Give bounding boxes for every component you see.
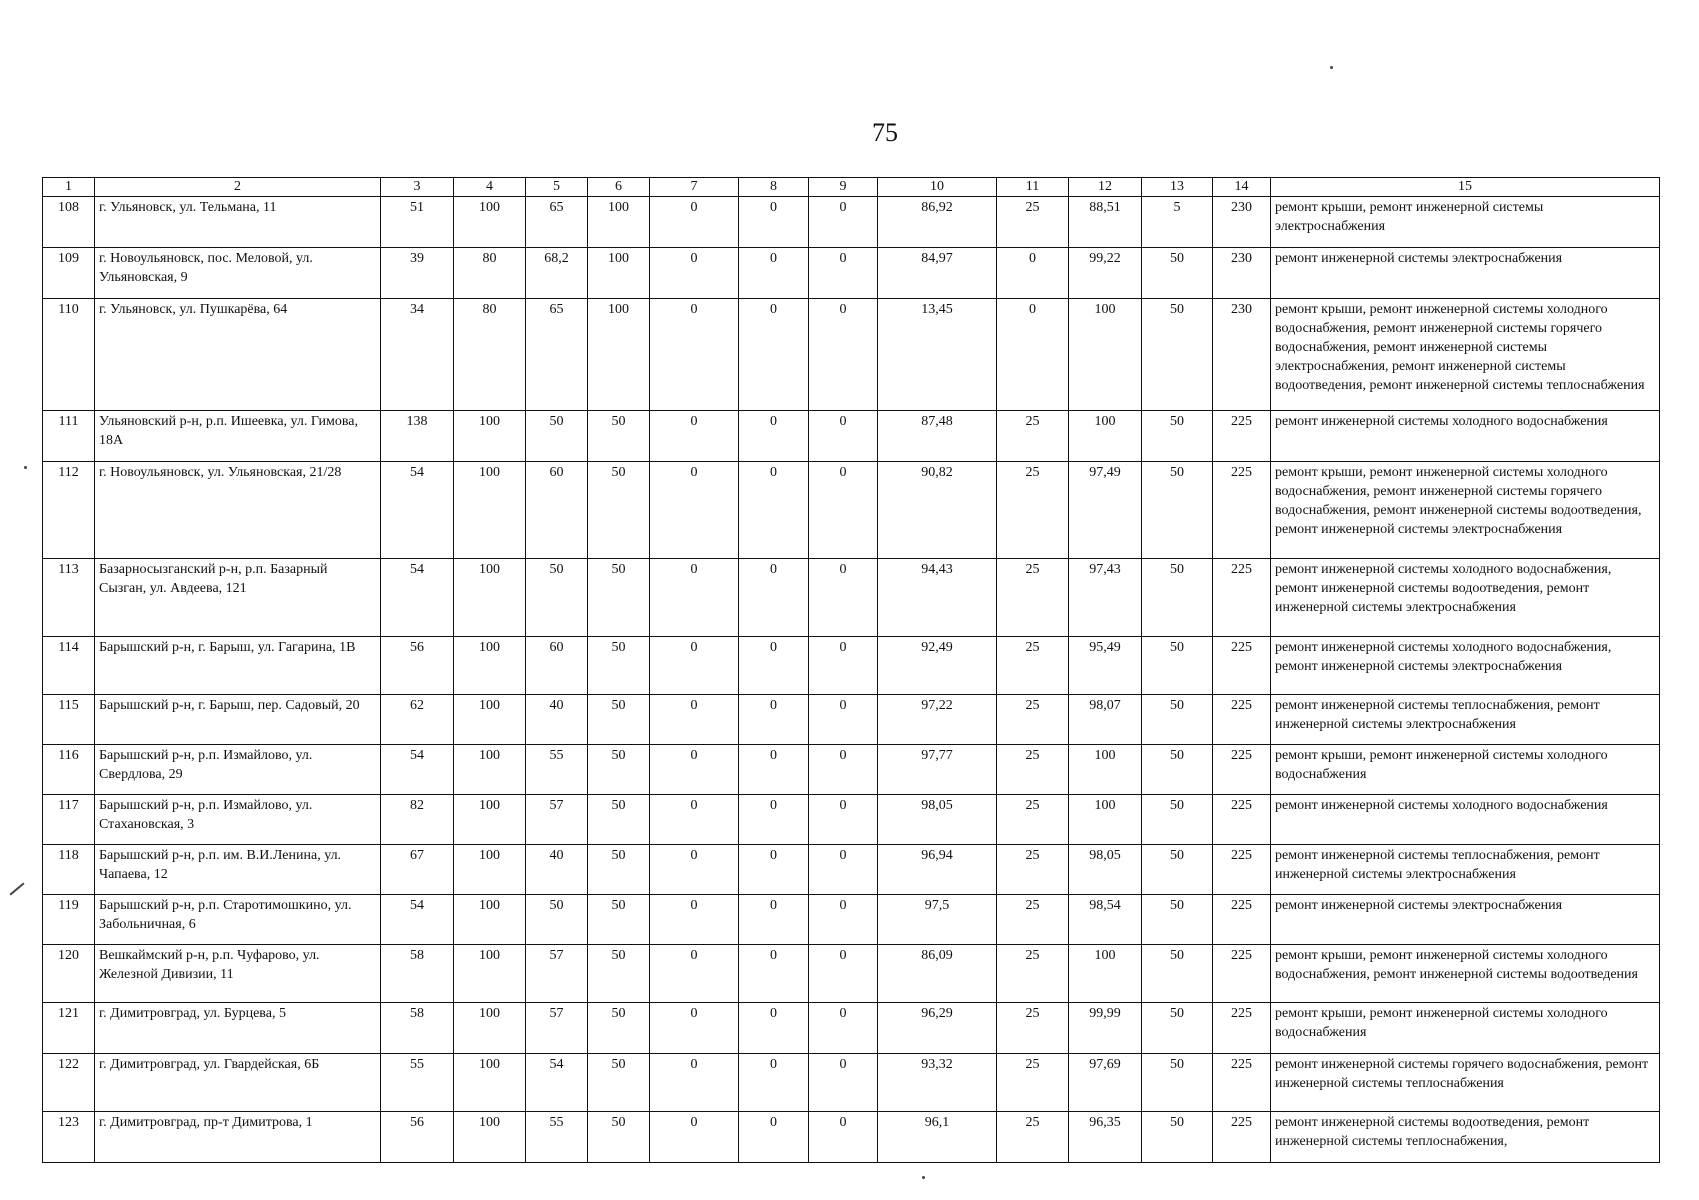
address-cell: г. Ульяновск, ул. Пушкарёва, 64 bbox=[95, 299, 381, 411]
value-cell: 25 bbox=[997, 559, 1069, 637]
value-cell: 0 bbox=[739, 411, 809, 462]
value-cell: 50 bbox=[1142, 637, 1213, 695]
value-cell: 97,77 bbox=[878, 745, 997, 795]
table-row bbox=[43, 197, 1660, 248]
value-cell: 225 bbox=[1213, 745, 1271, 795]
value-cell: 100 bbox=[588, 197, 650, 248]
table-row bbox=[43, 248, 1660, 299]
works-cell: ремонт крыши, ремонт инженерной системы электроснабжения bbox=[1271, 197, 1660, 248]
column-header-13: 13 bbox=[1142, 178, 1213, 197]
value-cell: 225 bbox=[1213, 895, 1271, 945]
value-cell: 100 bbox=[454, 745, 526, 795]
value-cell: 99,22 bbox=[1069, 248, 1142, 299]
value-cell: 50 bbox=[1142, 299, 1213, 411]
value-cell: 50 bbox=[588, 895, 650, 945]
value-cell: 0 bbox=[809, 637, 878, 695]
value-cell: 100 bbox=[454, 559, 526, 637]
row-number-cell: 119 bbox=[43, 895, 95, 945]
value-cell: 90,82 bbox=[878, 462, 997, 559]
value-cell: 100 bbox=[588, 248, 650, 299]
value-cell: 0 bbox=[650, 637, 739, 695]
value-cell: 25 bbox=[997, 745, 1069, 795]
row-number-cell: 120 bbox=[43, 945, 95, 1003]
value-cell: 0 bbox=[650, 248, 739, 299]
value-cell: 56 bbox=[381, 1112, 454, 1163]
works-cell: ремонт инженерной системы теплоснабжения, ремонт инженерной системы электроснабжения bbox=[1271, 845, 1660, 895]
works-cell: ремонт крыши, ремонт инженерной системы холодного водоснабжения, ремонт инженерной системы горячего водоснабжения, ремонт инженерной системы электроснабжения, ремонт инженерной системы водоотведения, ремонт инженерной системы теплоснабжения bbox=[1271, 299, 1660, 411]
scan-speck bbox=[1330, 66, 1333, 69]
value-cell: 87,48 bbox=[878, 411, 997, 462]
address-cell: г. Димитровград, ул. Гвардейская, 6Б bbox=[95, 1054, 381, 1112]
value-cell: 230 bbox=[1213, 197, 1271, 248]
value-cell: 96,94 bbox=[878, 845, 997, 895]
value-cell: 95,49 bbox=[1069, 637, 1142, 695]
value-cell: 50 bbox=[1142, 845, 1213, 895]
table-row bbox=[43, 795, 1660, 845]
column-header-1: 1 bbox=[43, 178, 95, 197]
row-number-cell: 114 bbox=[43, 637, 95, 695]
value-cell: 97,22 bbox=[878, 695, 997, 745]
row-number-cell: 121 bbox=[43, 1003, 95, 1054]
value-cell: 84,97 bbox=[878, 248, 997, 299]
value-cell: 100 bbox=[588, 299, 650, 411]
table-row bbox=[43, 845, 1660, 895]
value-cell: 0 bbox=[650, 462, 739, 559]
value-cell: 100 bbox=[454, 637, 526, 695]
value-cell: 0 bbox=[739, 462, 809, 559]
value-cell: 100 bbox=[454, 695, 526, 745]
address-cell: г. Новоульяновск, ул. Ульяновская, 21/28 bbox=[95, 462, 381, 559]
value-cell: 50 bbox=[526, 411, 588, 462]
value-cell: 50 bbox=[588, 845, 650, 895]
address-cell: Ульяновский р-н, р.п. Ишеевка, ул. Гимова, 18А bbox=[95, 411, 381, 462]
table-row bbox=[43, 695, 1660, 745]
value-cell: 50 bbox=[1142, 411, 1213, 462]
column-header-10: 10 bbox=[878, 178, 997, 197]
value-cell: 50 bbox=[1142, 462, 1213, 559]
value-cell: 100 bbox=[454, 845, 526, 895]
value-cell: 50 bbox=[588, 945, 650, 1003]
value-cell: 0 bbox=[997, 299, 1069, 411]
value-cell: 0 bbox=[809, 795, 878, 845]
value-cell: 0 bbox=[650, 695, 739, 745]
value-cell: 25 bbox=[997, 795, 1069, 845]
table-row bbox=[43, 945, 1660, 1003]
row-number-cell: 116 bbox=[43, 745, 95, 795]
value-cell: 0 bbox=[809, 695, 878, 745]
value-cell: 40 bbox=[526, 695, 588, 745]
value-cell: 225 bbox=[1213, 1054, 1271, 1112]
value-cell: 100 bbox=[1069, 795, 1142, 845]
table-row bbox=[43, 299, 1660, 411]
table-row bbox=[43, 637, 1660, 695]
value-cell: 100 bbox=[454, 197, 526, 248]
row-number-cell: 117 bbox=[43, 795, 95, 845]
column-header-8: 8 bbox=[739, 178, 809, 197]
column-header-9: 9 bbox=[809, 178, 878, 197]
value-cell: 98,54 bbox=[1069, 895, 1142, 945]
value-cell: 25 bbox=[997, 637, 1069, 695]
works-cell: ремонт инженерной системы холодного водоснабжения bbox=[1271, 411, 1660, 462]
value-cell: 230 bbox=[1213, 248, 1271, 299]
table-row bbox=[43, 411, 1660, 462]
value-cell: 225 bbox=[1213, 845, 1271, 895]
column-header-12: 12 bbox=[1069, 178, 1142, 197]
value-cell: 34 bbox=[381, 299, 454, 411]
value-cell: 58 bbox=[381, 945, 454, 1003]
address-cell: Вешкаймский р-н, р.п. Чуфарово, ул. Железной Дивизии, 11 bbox=[95, 945, 381, 1003]
value-cell: 0 bbox=[650, 559, 739, 637]
value-cell: 0 bbox=[809, 1003, 878, 1054]
value-cell: 50 bbox=[526, 895, 588, 945]
page-number: 75 bbox=[872, 118, 898, 147]
value-cell: 50 bbox=[1142, 745, 1213, 795]
value-cell: 82 bbox=[381, 795, 454, 845]
table-row bbox=[43, 1003, 1660, 1054]
value-cell: 0 bbox=[650, 895, 739, 945]
value-cell: 50 bbox=[588, 695, 650, 745]
value-cell: 96,35 bbox=[1069, 1112, 1142, 1163]
value-cell: 0 bbox=[809, 945, 878, 1003]
value-cell: 67 bbox=[381, 845, 454, 895]
value-cell: 80 bbox=[454, 248, 526, 299]
value-cell: 230 bbox=[1213, 299, 1271, 411]
value-cell: 0 bbox=[650, 299, 739, 411]
value-cell: 88,51 bbox=[1069, 197, 1142, 248]
address-cell: г. Ульяновск, ул. Тельмана, 11 bbox=[95, 197, 381, 248]
value-cell: 100 bbox=[1069, 945, 1142, 1003]
value-cell: 25 bbox=[997, 945, 1069, 1003]
address-cell: Барышский р-н, р.п. Измайлово, ул. Свердлова, 29 bbox=[95, 745, 381, 795]
value-cell: 0 bbox=[739, 695, 809, 745]
value-cell: 50 bbox=[1142, 248, 1213, 299]
value-cell: 0 bbox=[739, 1112, 809, 1163]
header-row bbox=[43, 178, 1660, 197]
table-body bbox=[43, 197, 1660, 1163]
value-cell: 99,99 bbox=[1069, 1003, 1142, 1054]
value-cell: 25 bbox=[997, 462, 1069, 559]
column-header-7: 7 bbox=[650, 178, 739, 197]
row-number-cell: 118 bbox=[43, 845, 95, 895]
value-cell: 54 bbox=[526, 1054, 588, 1112]
value-cell: 0 bbox=[739, 1003, 809, 1054]
works-cell: ремонт инженерной системы водоотведения, ремонт инженерной системы теплоснабжения, bbox=[1271, 1112, 1660, 1163]
value-cell: 96,1 bbox=[878, 1112, 997, 1163]
address-cell: г. Димитровград, ул. Бурцева, 5 bbox=[95, 1003, 381, 1054]
works-cell: ремонт инженерной системы теплоснабжения, ремонт инженерной системы электроснабжения bbox=[1271, 695, 1660, 745]
table-row bbox=[43, 745, 1660, 795]
value-cell: 25 bbox=[997, 1054, 1069, 1112]
value-cell: 0 bbox=[739, 895, 809, 945]
column-header-5: 5 bbox=[526, 178, 588, 197]
value-cell: 13,45 bbox=[878, 299, 997, 411]
address-cell: Барышский р-н, р.п. Измайлово, ул. Стахановская, 3 bbox=[95, 795, 381, 845]
value-cell: 0 bbox=[650, 411, 739, 462]
value-cell: 225 bbox=[1213, 945, 1271, 1003]
value-cell: 100 bbox=[454, 945, 526, 1003]
value-cell: 0 bbox=[809, 299, 878, 411]
value-cell: 25 bbox=[997, 1003, 1069, 1054]
table-row bbox=[43, 462, 1660, 559]
row-number-cell: 122 bbox=[43, 1054, 95, 1112]
column-header-11: 11 bbox=[997, 178, 1069, 197]
value-cell: 25 bbox=[997, 845, 1069, 895]
value-cell: 98,07 bbox=[1069, 695, 1142, 745]
value-cell: 60 bbox=[526, 462, 588, 559]
value-cell: 0 bbox=[650, 795, 739, 845]
value-cell: 98,05 bbox=[878, 795, 997, 845]
value-cell: 25 bbox=[997, 1112, 1069, 1163]
column-header-2: 2 bbox=[95, 178, 381, 197]
value-cell: 100 bbox=[454, 411, 526, 462]
value-cell: 100 bbox=[454, 462, 526, 559]
value-cell: 225 bbox=[1213, 695, 1271, 745]
value-cell: 94,43 bbox=[878, 559, 997, 637]
value-cell: 100 bbox=[1069, 299, 1142, 411]
value-cell: 96,29 bbox=[878, 1003, 997, 1054]
value-cell: 97,5 bbox=[878, 895, 997, 945]
value-cell: 100 bbox=[454, 1003, 526, 1054]
value-cell: 0 bbox=[650, 745, 739, 795]
works-cell: ремонт инженерной системы электроснабжения bbox=[1271, 895, 1660, 945]
address-cell: Барышский р-н, г. Барыш, пер. Садовый, 20 bbox=[95, 695, 381, 745]
value-cell: 97,69 bbox=[1069, 1054, 1142, 1112]
value-cell: 225 bbox=[1213, 1112, 1271, 1163]
value-cell: 25 bbox=[997, 197, 1069, 248]
value-cell: 0 bbox=[650, 945, 739, 1003]
value-cell: 98,05 bbox=[1069, 845, 1142, 895]
value-cell: 57 bbox=[526, 795, 588, 845]
works-cell: ремонт инженерной системы холодного водоснабжения, ремонт инженерной системы водоотведения, ремонт инженерной системы электроснабжения bbox=[1271, 559, 1660, 637]
value-cell: 54 bbox=[381, 559, 454, 637]
value-cell: 50 bbox=[588, 559, 650, 637]
value-cell: 57 bbox=[526, 945, 588, 1003]
column-header-15: 15 bbox=[1271, 178, 1660, 197]
works-cell: ремонт крыши, ремонт инженерной системы холодного водоснабжения, ремонт инженерной системы горячего водоснабжения, ремонт инженерной системы водоотведения, ремонт инженерной системы электроснабжения bbox=[1271, 462, 1660, 559]
value-cell: 225 bbox=[1213, 559, 1271, 637]
data-table bbox=[42, 177, 1660, 1163]
value-cell: 50 bbox=[526, 559, 588, 637]
value-cell: 0 bbox=[650, 1112, 739, 1163]
value-cell: 86,09 bbox=[878, 945, 997, 1003]
table-row bbox=[43, 895, 1660, 945]
value-cell: 50 bbox=[588, 745, 650, 795]
value-cell: 80 bbox=[454, 299, 526, 411]
value-cell: 50 bbox=[1142, 1054, 1213, 1112]
value-cell: 0 bbox=[650, 197, 739, 248]
value-cell: 93,32 bbox=[878, 1054, 997, 1112]
value-cell: 55 bbox=[526, 745, 588, 795]
works-cell: ремонт инженерной системы холодного водоснабжения bbox=[1271, 795, 1660, 845]
address-cell: Барышский р-н, р.п. Старотимошкино, ул. Забольничная, 6 bbox=[95, 895, 381, 945]
row-number-cell: 109 bbox=[43, 248, 95, 299]
works-cell: ремонт инженерной системы электроснабжения bbox=[1271, 248, 1660, 299]
column-header-14: 14 bbox=[1213, 178, 1271, 197]
value-cell: 68,2 bbox=[526, 248, 588, 299]
row-number-cell: 111 bbox=[43, 411, 95, 462]
value-cell: 50 bbox=[1142, 895, 1213, 945]
value-cell: 50 bbox=[588, 1112, 650, 1163]
row-number-cell: 112 bbox=[43, 462, 95, 559]
value-cell: 100 bbox=[1069, 411, 1142, 462]
value-cell: 92,49 bbox=[878, 637, 997, 695]
value-cell: 25 bbox=[997, 695, 1069, 745]
value-cell: 25 bbox=[997, 411, 1069, 462]
value-cell: 65 bbox=[526, 299, 588, 411]
value-cell: 58 bbox=[381, 1003, 454, 1054]
address-cell: г. Димитровград, пр-т Димитрова, 1 bbox=[95, 1112, 381, 1163]
value-cell: 62 bbox=[381, 695, 454, 745]
address-cell: Базарносызганский р-н, р.п. Базарный Сызган, ул. Авдеева, 121 bbox=[95, 559, 381, 637]
value-cell: 97,49 bbox=[1069, 462, 1142, 559]
value-cell: 97,43 bbox=[1069, 559, 1142, 637]
value-cell: 50 bbox=[1142, 1112, 1213, 1163]
value-cell: 0 bbox=[739, 197, 809, 248]
value-cell: 225 bbox=[1213, 462, 1271, 559]
value-cell: 50 bbox=[588, 795, 650, 845]
table-row bbox=[43, 1112, 1660, 1163]
value-cell: 50 bbox=[588, 411, 650, 462]
works-cell: ремонт крыши, ремонт инженерной системы холодного водоснабжения bbox=[1271, 1003, 1660, 1054]
value-cell: 65 bbox=[526, 197, 588, 248]
value-cell: 60 bbox=[526, 637, 588, 695]
value-cell: 0 bbox=[739, 795, 809, 845]
value-cell: 100 bbox=[1069, 745, 1142, 795]
value-cell: 50 bbox=[1142, 1003, 1213, 1054]
value-cell: 55 bbox=[381, 1054, 454, 1112]
row-number-cell: 108 bbox=[43, 197, 95, 248]
scan-speck bbox=[922, 1176, 925, 1179]
value-cell: 0 bbox=[809, 248, 878, 299]
works-cell: ремонт крыши, ремонт инженерной системы холодного водоснабжения, ремонт инженерной системы водоотведения bbox=[1271, 945, 1660, 1003]
value-cell: 0 bbox=[809, 745, 878, 795]
address-cell: г. Новоульяновск, пос. Меловой, ул. Ульяновская, 9 bbox=[95, 248, 381, 299]
column-header-6: 6 bbox=[588, 178, 650, 197]
works-cell: ремонт инженерной системы холодного водоснабжения, ремонт инженерной системы электроснабжения bbox=[1271, 637, 1660, 695]
value-cell: 0 bbox=[997, 248, 1069, 299]
address-cell: Барышский р-н, р.п. им. В.И.Ленина, ул. Чапаева, 12 bbox=[95, 845, 381, 895]
column-header-4: 4 bbox=[454, 178, 526, 197]
value-cell: 0 bbox=[739, 845, 809, 895]
column-header-3: 3 bbox=[381, 178, 454, 197]
value-cell: 138 bbox=[381, 411, 454, 462]
table-row bbox=[43, 1054, 1660, 1112]
value-cell: 0 bbox=[739, 299, 809, 411]
value-cell: 5 bbox=[1142, 197, 1213, 248]
value-cell: 0 bbox=[650, 1003, 739, 1054]
value-cell: 0 bbox=[809, 895, 878, 945]
row-number-cell: 123 bbox=[43, 1112, 95, 1163]
value-cell: 0 bbox=[809, 845, 878, 895]
value-cell: 225 bbox=[1213, 637, 1271, 695]
works-cell: ремонт крыши, ремонт инженерной системы холодного водоснабжения bbox=[1271, 745, 1660, 795]
value-cell: 50 bbox=[588, 1003, 650, 1054]
value-cell: 39 bbox=[381, 248, 454, 299]
value-cell: 0 bbox=[809, 411, 878, 462]
value-cell: 0 bbox=[739, 945, 809, 1003]
value-cell: 0 bbox=[650, 1054, 739, 1112]
value-cell: 25 bbox=[997, 895, 1069, 945]
value-cell: 0 bbox=[739, 745, 809, 795]
scan-speck bbox=[24, 466, 27, 469]
value-cell: 50 bbox=[588, 637, 650, 695]
value-cell: 0 bbox=[809, 559, 878, 637]
value-cell: 100 bbox=[454, 1054, 526, 1112]
value-cell: 0 bbox=[739, 559, 809, 637]
value-cell: 54 bbox=[381, 895, 454, 945]
value-cell: 50 bbox=[588, 462, 650, 559]
value-cell: 0 bbox=[739, 637, 809, 695]
scan-stroke bbox=[9, 882, 24, 895]
value-cell: 50 bbox=[588, 1054, 650, 1112]
table-row bbox=[43, 559, 1660, 637]
value-cell: 225 bbox=[1213, 411, 1271, 462]
value-cell: 0 bbox=[739, 1054, 809, 1112]
value-cell: 56 bbox=[381, 637, 454, 695]
value-cell: 50 bbox=[1142, 795, 1213, 845]
value-cell: 86,92 bbox=[878, 197, 997, 248]
row-number-cell: 113 bbox=[43, 559, 95, 637]
value-cell: 40 bbox=[526, 845, 588, 895]
value-cell: 0 bbox=[809, 1054, 878, 1112]
value-cell: 0 bbox=[739, 248, 809, 299]
value-cell: 0 bbox=[809, 1112, 878, 1163]
row-number-cell: 110 bbox=[43, 299, 95, 411]
row-number-cell: 115 bbox=[43, 695, 95, 745]
value-cell: 54 bbox=[381, 462, 454, 559]
value-cell: 54 bbox=[381, 745, 454, 795]
value-cell: 50 bbox=[1142, 559, 1213, 637]
value-cell: 55 bbox=[526, 1112, 588, 1163]
value-cell: 100 bbox=[454, 1112, 526, 1163]
value-cell: 57 bbox=[526, 1003, 588, 1054]
address-cell: Барышский р-н, г. Барыш, ул. Гагарина, 1В bbox=[95, 637, 381, 695]
value-cell: 225 bbox=[1213, 1003, 1271, 1054]
value-cell: 0 bbox=[809, 462, 878, 559]
value-cell: 0 bbox=[650, 845, 739, 895]
value-cell: 0 bbox=[809, 197, 878, 248]
value-cell: 50 bbox=[1142, 945, 1213, 1003]
value-cell: 50 bbox=[1142, 695, 1213, 745]
value-cell: 51 bbox=[381, 197, 454, 248]
value-cell: 225 bbox=[1213, 795, 1271, 845]
value-cell: 100 bbox=[454, 795, 526, 845]
value-cell: 100 bbox=[454, 895, 526, 945]
works-cell: ремонт инженерной системы горячего водоснабжения, ремонт инженерной системы теплоснабжения bbox=[1271, 1054, 1660, 1112]
